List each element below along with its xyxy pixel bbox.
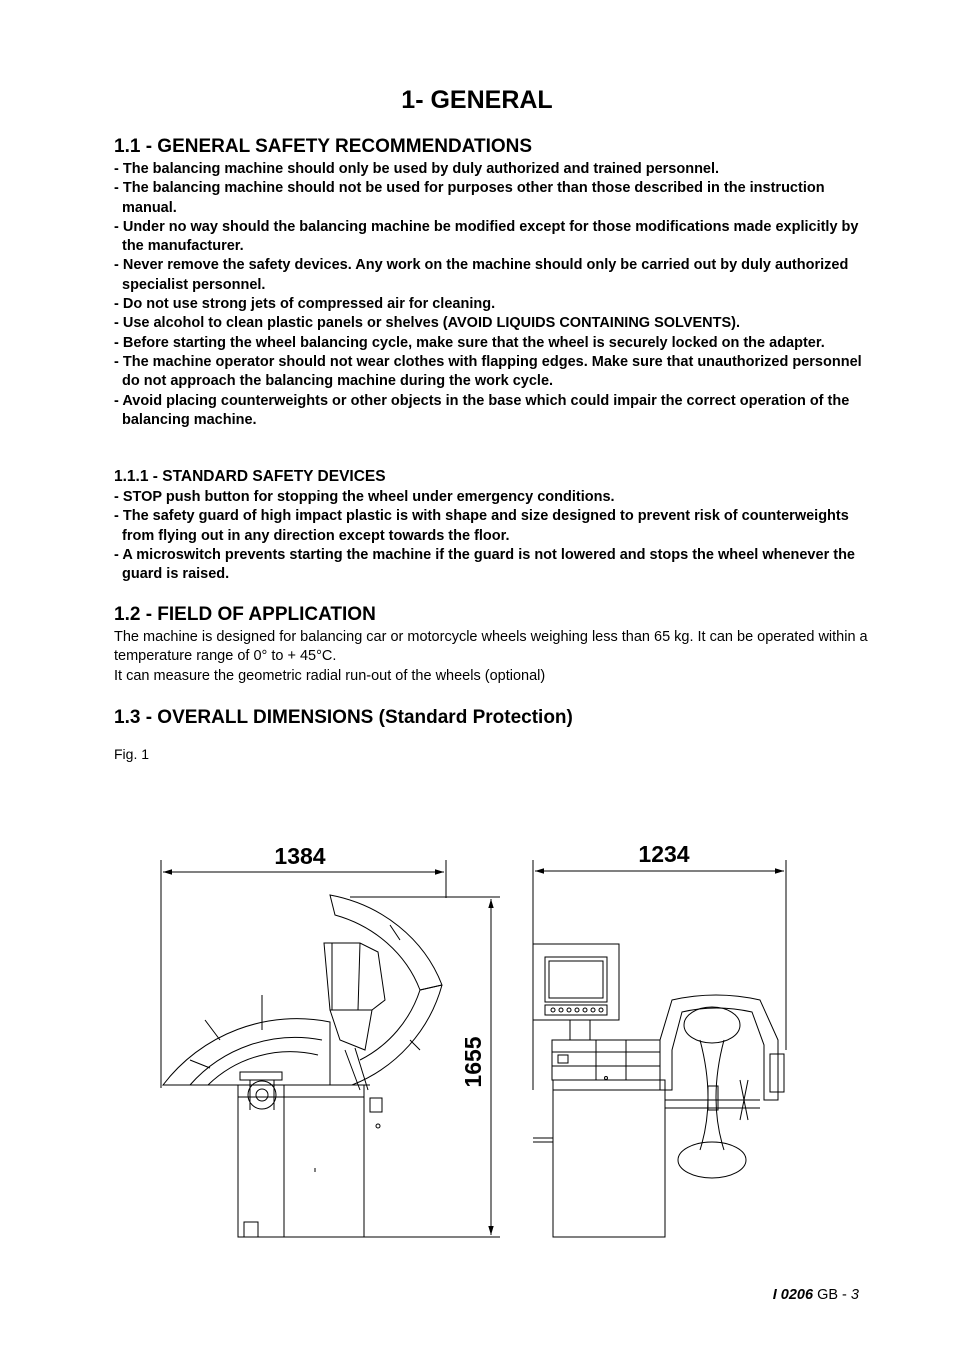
section-1-3-heading: 1.3 - OVERALL DIMENSIONS (Standard Protection): [114, 707, 573, 728]
list-item: - The balancing machine should not be used for purposes other than those described in the instruction manual.: [114, 180, 825, 216]
section-1-1-heading: 1.1 - GENERAL SAFETY RECOMMENDATIONS: [114, 136, 533, 157]
figure-label: Fig. 1: [114, 746, 150, 762]
list-item: - Use alcohol to clean plastic panels or shelves (AVOID LIQUIDS CONTAINING SOLVENTS).: [114, 315, 741, 332]
dimension-front-width: 1234: [638, 841, 690, 867]
dimension-height: 1655: [460, 1036, 486, 1088]
list-item: - Never remove the safety devices. Any work on the machine should only be carried out by duly authorized specialist personnel.: [114, 257, 849, 293]
page-number: 3: [850, 1287, 859, 1303]
section-1-1-1-heading: 1.1.1 - STANDARD SAFETY DEVICES: [114, 468, 386, 485]
list-item: - A microswitch prevents starting the machine if the guard is not lowered and stops the wheel whenever the guard is raised.: [114, 546, 855, 583]
page-title: 1- GENERAL: [401, 86, 553, 114]
page-footer: [773, 1287, 859, 1303]
document-code: I 0206: [772, 1287, 814, 1303]
list-item: - The safety guard of high impact plastic is with shape and size designed to prevent risk of counterweights from flying out in any direction except towards the floor.: [114, 508, 849, 544]
dimension-side-width: 1384: [274, 843, 326, 869]
list-item: - The balancing machine should only be used by duly authorized and trained personnel.: [114, 161, 720, 177]
list-item: - Avoid placing counterweights or other objects in the base which could impair the correct operation of the balancing machine.: [114, 392, 850, 428]
list-item: - STOP push button for stopping the wheel under emergency conditions.: [114, 489, 615, 505]
list-item: - Do not use strong jets of compressed air for cleaning.: [114, 296, 496, 313]
runout-text: It can measure the geometric radial run-out of the wheels (optional): [114, 668, 546, 684]
list-item: - Under no way should the balancing machine be modified except for those modifications made explicitly by the manufacturer.: [114, 218, 859, 255]
list-item: - The machine operator should not wear clothes with flapping edges. Make sure that unauthorized personnel do not approach the balancing machine during the work cycle.: [114, 353, 862, 390]
section-1-2-heading: 1.2 - FIELD OF APPLICATION: [114, 604, 376, 625]
list-item: - Before starting the wheel balancing cycle, make sure that the wheel is securely locked on the adapter.: [114, 334, 825, 351]
field-of-application-text: The machine is designed for balancing car or motorcycle wheels weighing less than 65 kg. It can be operated within a temperature range of 0° to + 45°C.: [114, 629, 868, 665]
language-code: GB -: [817, 1287, 847, 1303]
